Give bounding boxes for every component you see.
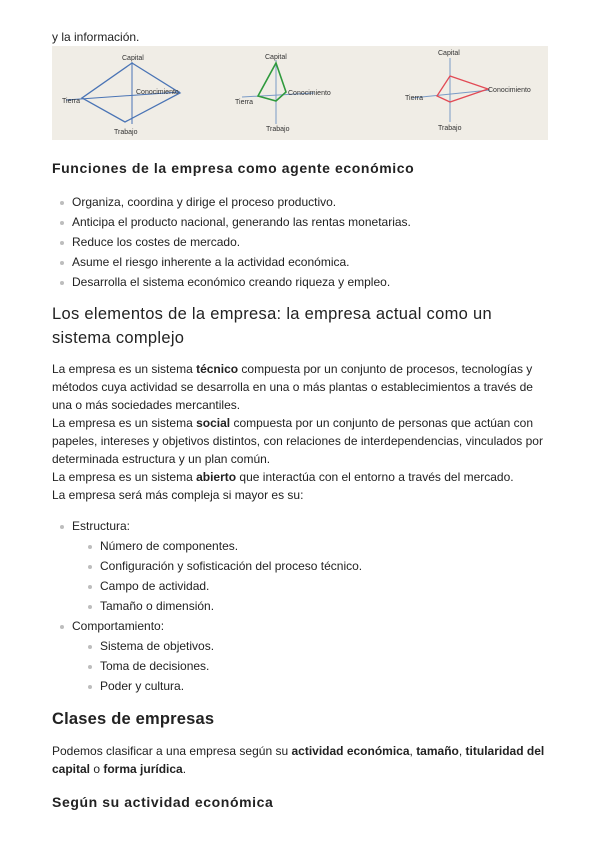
paragraph-line: papeles, intereses y objetivos distintos, con relaciones de interdependencias, vinculados por <box>52 434 543 448</box>
diagram-3-label-land: Tierra <box>405 95 424 102</box>
sub-list-item: Campo de actividad. <box>52 576 362 596</box>
factors-diagrams-svg <box>52 46 548 140</box>
funciones-list <box>52 192 411 292</box>
sub-list-item: Número de componentes. <box>52 536 362 556</box>
paragraph-line: capital o forma jurídica. <box>52 762 187 776</box>
list-item-comportamiento: Comportamiento: <box>52 616 362 636</box>
list-item: Organiza, coordina y dirige el proceso productivo. <box>52 192 411 212</box>
factors-diagram-figure <box>52 46 548 140</box>
heading-elementos: Los elementos de la empresa: la empresa actual como un sistema complejo <box>52 305 492 347</box>
bold-term: social <box>196 416 231 430</box>
bold-term: abierto <box>196 470 237 484</box>
sub-list-item: Sistema de objetivos. <box>52 636 362 656</box>
sub-list-item: Tamaño o dimensión. <box>52 596 362 616</box>
diagram-1-label-knowledge: Conocimiento <box>136 89 179 96</box>
factor-diagram-1 <box>62 55 180 136</box>
paragraph-line: Podemos clasificar a una empresa según su actividad económica, tamaño, titularidad del <box>52 744 545 758</box>
factor-diagram-3 <box>405 50 531 132</box>
heading-clases: Clases de empresas <box>52 710 215 728</box>
heading-funciones: Funciones de la empresa como agente económico <box>52 160 415 176</box>
diagram-2-label-labor: Trabajo <box>266 126 290 133</box>
paragraph-line: una o más sociedades mercantiles. <box>52 398 241 412</box>
list-item: Anticipa el producto nacional, generando las rentas monetarias. <box>52 212 411 232</box>
diagram-3-label-labor: Trabajo <box>438 125 462 132</box>
factor-diagram-2 <box>235 54 331 133</box>
intro-tail-text: y la información. <box>52 30 140 44</box>
sub-list-item: Configuración y sofisticación del proceso técnico. <box>52 556 362 576</box>
sub-list-item: Poder y cultura. <box>52 676 362 696</box>
list-item: Reduce los costes de mercado. <box>52 232 411 252</box>
diagram-1-label-land: Tierra <box>62 98 81 105</box>
heading-segun-actividad: Según su actividad económica <box>52 794 274 810</box>
list-item-estructura: Estructura: <box>52 516 362 536</box>
bold-term: técnico <box>196 362 239 376</box>
list-item: Desarrolla el sistema económico creando riqueza y empleo. <box>52 272 411 292</box>
diagram-2-label-capital: Capital <box>265 54 287 61</box>
paragraph-line: La empresa será más compleja si mayor es su: <box>52 488 304 502</box>
diagram-2-label-land: Tierra <box>235 99 254 106</box>
complexity-list <box>52 516 362 696</box>
diagram-3-label-knowledge: Conocimiento <box>488 87 531 94</box>
elementos-paragraphs <box>52 360 552 504</box>
paragraph-line: determinada estructura y un plan común. <box>52 452 271 466</box>
diagram-3-polygon <box>437 76 488 102</box>
paragraph-line: métodos cuya actividad se desarrolla en una o más plantas o establecimientos a través de <box>52 380 533 394</box>
clases-paragraph <box>52 742 552 778</box>
paragraph-line: La empresa es un sistema social compuesta por un conjunto de personas que actúan con <box>52 416 533 430</box>
sub-list-item: Toma de decisiones. <box>52 656 362 676</box>
list-item: Asume el riesgo inherente a la actividad económica. <box>52 252 411 272</box>
diagram-1-label-capital: Capital <box>122 55 144 62</box>
diagram-1-label-labor: Trabajo <box>114 129 138 136</box>
diagram-2-label-knowledge: Conocimiento <box>288 90 331 97</box>
diagram-3-label-capital: Capital <box>438 50 460 57</box>
paragraph-line: La empresa es un sistema técnico compuesta por un conjunto de procesos, tecnologías y <box>52 362 533 376</box>
paragraph-line: La empresa es un sistema abierto que interactúa con el entorno a través del mercado. <box>52 470 514 484</box>
